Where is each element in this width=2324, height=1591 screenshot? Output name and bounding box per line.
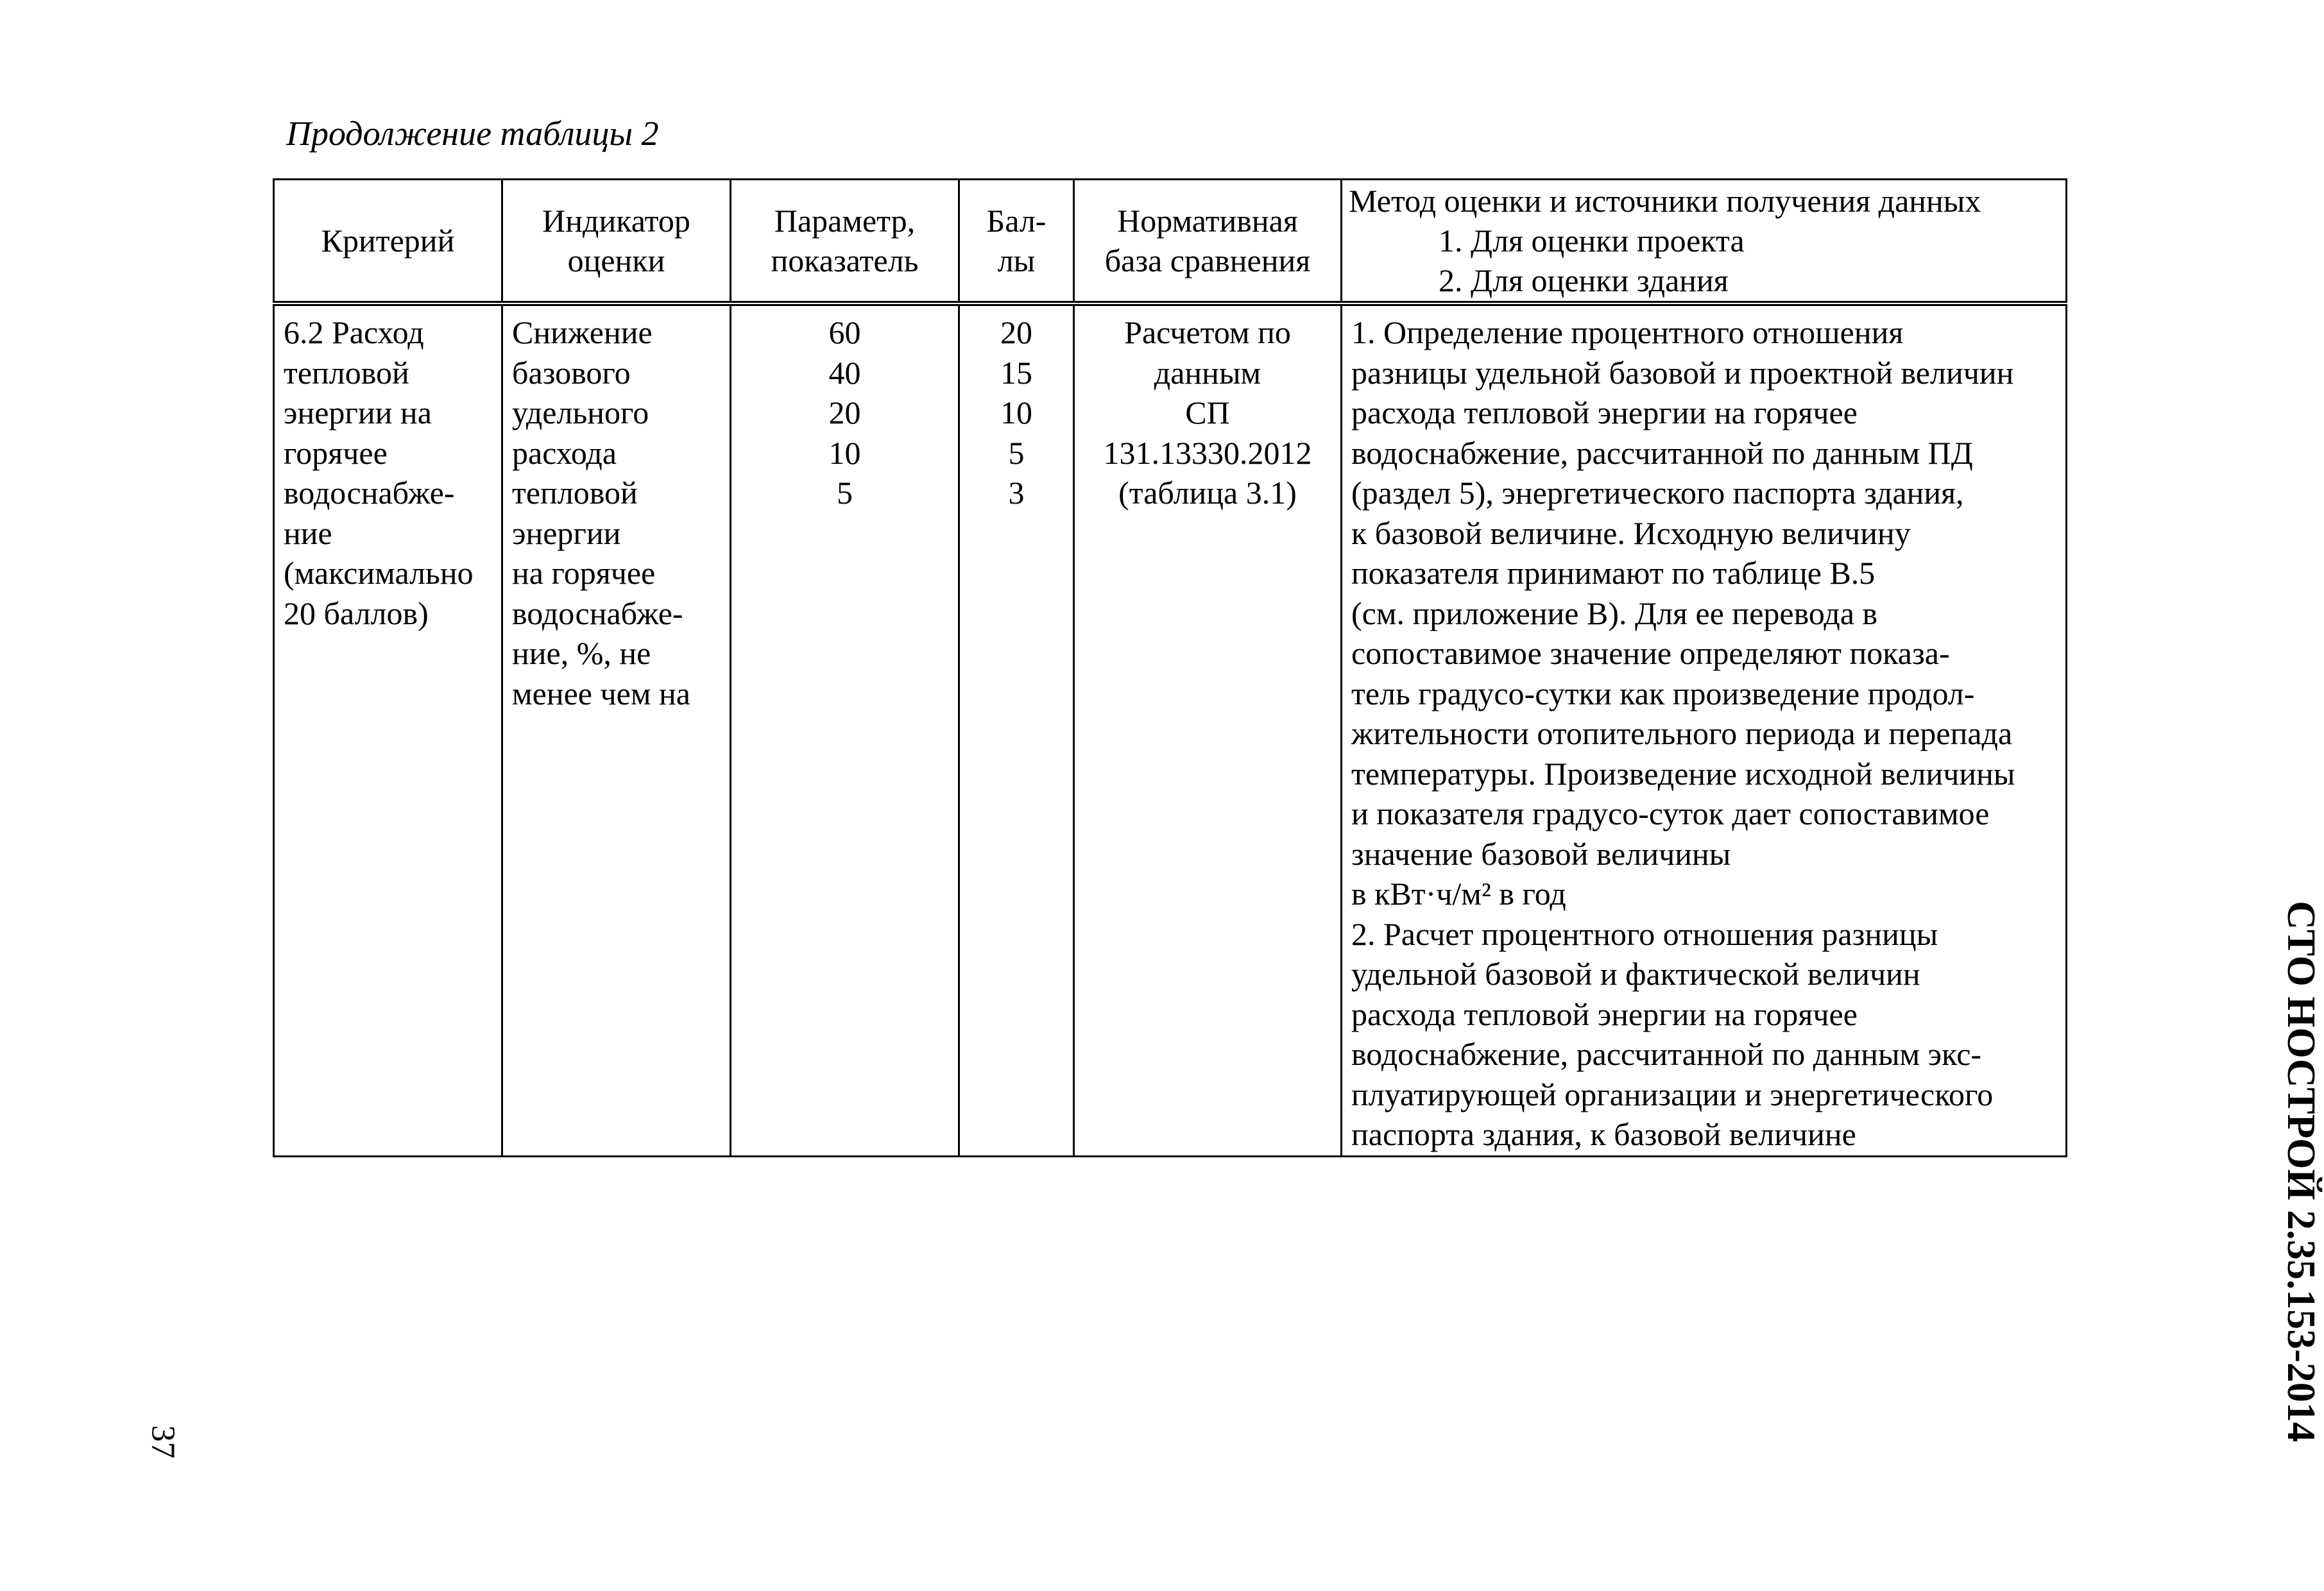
text-line: (раздел 5), энергетического паспорта здания, — [1351, 475, 1964, 511]
text-line: Индикатор — [542, 202, 690, 239]
text-line: менее чем на — [512, 675, 690, 711]
cell-indicator — [502, 303, 731, 1157]
header-parameter — [731, 180, 959, 304]
text-line: Снижение — [512, 314, 653, 350]
text-line: Нормативная — [1117, 202, 1298, 239]
text-line: ние — [284, 515, 332, 551]
text-line: горячее — [284, 434, 388, 471]
text-line: расхода тепловой энергии на горячее — [1351, 996, 1858, 1032]
document-code: СТО НОСТРОЙ 2.35.153-2014 — [2279, 901, 2323, 1442]
text-line: СП — [1185, 395, 1230, 430]
text-line: показателя принимают по таблице В.5 — [1351, 555, 1875, 591]
header-method-item-2: 2. Для оценки здания — [1439, 262, 1729, 298]
text-line: 2. Расчет процентного отношения разницы — [1351, 915, 1938, 952]
text-line: значение базовой величины — [1351, 835, 1731, 872]
text-line: 1. Определение процентного отношения — [1351, 314, 1904, 350]
text-line: на горячее — [512, 555, 656, 591]
text-line: жительности отопительного периода и перепада — [1351, 715, 2013, 751]
text-line: база сравнения — [1104, 242, 1311, 278]
text-line: водоснабже- — [284, 475, 455, 511]
text-line: расхода тепловой энергии на горячее — [1351, 395, 1858, 430]
page-number: 37 — [144, 1425, 182, 1459]
text-line: энергии — [512, 515, 621, 551]
text-line: 10 — [1000, 395, 1032, 430]
criteria-table — [273, 178, 2067, 1157]
text-line: 10 — [828, 434, 861, 471]
header-norm-base — [1074, 180, 1342, 304]
header-method — [1342, 180, 2067, 304]
cell-norm-base — [1074, 303, 1342, 1157]
text-line: 5 — [1008, 434, 1025, 471]
text-line: (максимально — [284, 555, 474, 591]
text-line: 15 — [1000, 354, 1032, 391]
text-line: 20 баллов) — [284, 595, 429, 631]
text-line: водоснабжение, рассчитанной по данным ПД — [1351, 434, 1973, 471]
text-line: тепловой — [512, 475, 638, 511]
text-line: 3 — [1008, 475, 1025, 511]
text-line: 131.13330.2012 — [1103, 434, 1312, 471]
table-row — [274, 303, 2067, 1157]
text-line: разницы удельной базовой и проектной величин — [1351, 354, 2014, 391]
cell-parameters — [731, 303, 959, 1157]
text-line: к базовой величине. Исходную величину — [1351, 515, 1911, 551]
text-line: 40 — [828, 354, 861, 391]
text-line: оценки — [567, 242, 665, 278]
text-line: данным — [1154, 354, 1261, 391]
text-line: в кВт·ч/м² в год — [1351, 876, 1566, 912]
text-line: плуатирующей организации и энергетического — [1351, 1076, 1994, 1112]
text-line: показатель — [771, 242, 919, 278]
text-line: Критерий — [321, 222, 455, 259]
text-line: расхода — [512, 434, 617, 471]
text-line: 60 — [828, 314, 861, 350]
header-points — [959, 180, 1074, 304]
cell-points — [959, 303, 1074, 1157]
text-line: тепловой — [284, 354, 409, 391]
text-line: 5 — [837, 475, 853, 511]
text-line: и показателя градусо-суток дает сопоставимое — [1351, 795, 1990, 831]
text-line: 20 — [1000, 314, 1032, 350]
text-line: Бал- — [986, 202, 1047, 239]
text-line: базового — [512, 354, 631, 391]
text-line: водоснабже- — [512, 595, 683, 631]
text-line: Расчетом по — [1124, 314, 1291, 350]
table-caption: Продолжение таблицы 2 — [286, 114, 659, 153]
header-indicator — [502, 180, 731, 304]
header-method-title: Метод оценки и источники получения данных — [1349, 183, 1981, 219]
text-line: (см. приложение В). Для ее перевода в — [1351, 595, 1878, 631]
text-line: паспорта здания, к базовой величине — [1351, 1116, 1856, 1152]
header-row — [274, 180, 2067, 304]
cell-criterion — [274, 303, 502, 1157]
text-line: удельной базовой и фактической величин — [1351, 956, 1920, 992]
text-line: удельного — [512, 395, 649, 430]
text-line: энергии на — [284, 395, 432, 430]
header-method-item-1: 1. Для оценки проекта — [1439, 223, 1745, 259]
text-line: лы — [997, 242, 1036, 278]
text-line: температуры. Произведение исходной величины — [1351, 755, 2015, 792]
text-line: (таблица 3.1) — [1118, 475, 1297, 511]
text-line: Параметр, — [774, 202, 916, 239]
text-line: сопоставимое значение определяют показа- — [1351, 635, 1950, 671]
text-line: 6.2 Расход — [284, 314, 424, 350]
cell-method — [1342, 303, 2067, 1157]
text-line: ние, %, не — [512, 635, 651, 671]
header-criterion — [274, 180, 502, 304]
text-line: водоснабжение, рассчитанной по данным экс- — [1351, 1036, 1982, 1072]
text-line: тель градусо-сутки как произведение продол- — [1351, 675, 1975, 711]
text-line: 20 — [828, 395, 861, 430]
